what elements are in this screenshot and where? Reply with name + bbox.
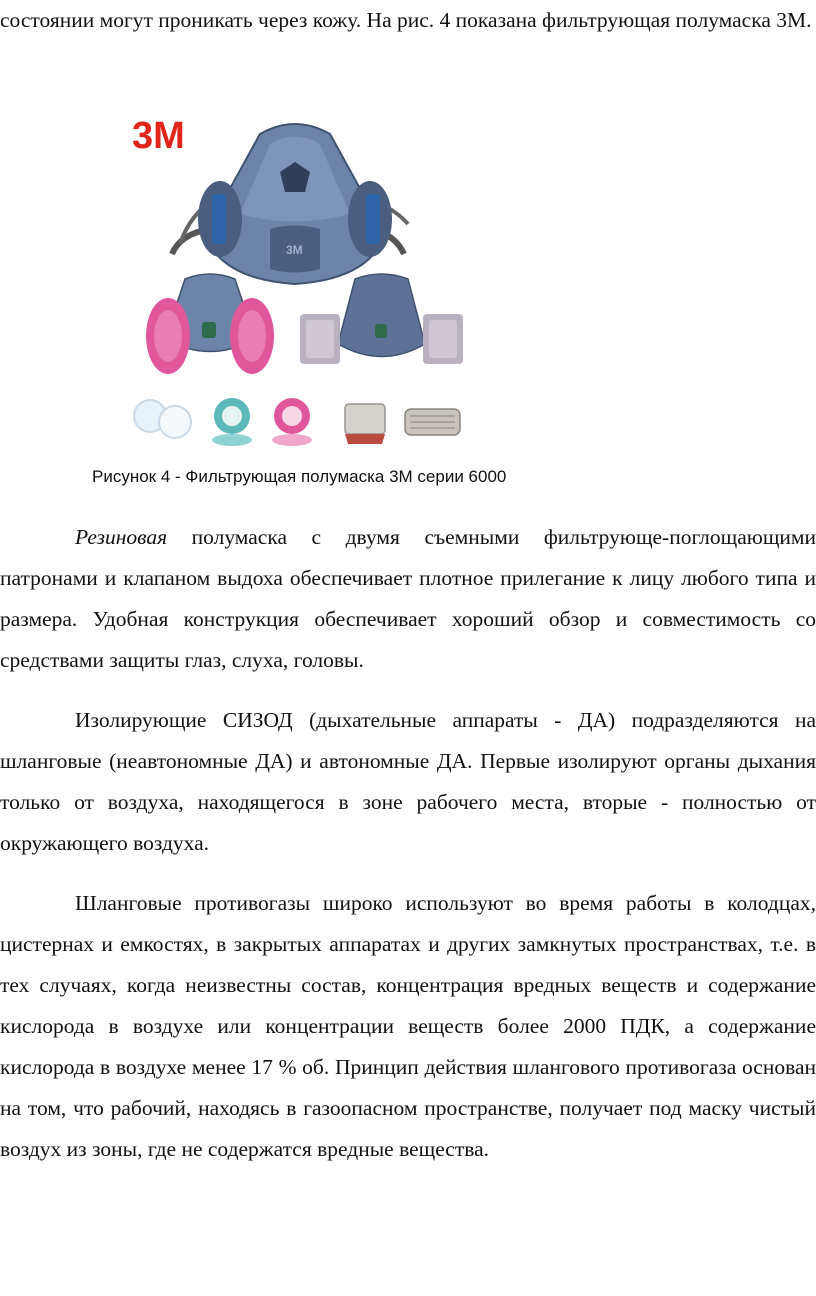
top-paragraph: состоянии могут проникать через кожу. На рис. 4 показана фильтрующая полумаска 3М. <box>0 8 812 32</box>
paragraph-1-text: полумаска с двумя съемными фильтрующе-поглощающими патронами и клапаном выдоха обеспечивает плотное прилегание к лицу любого типа и размера. Удобная конструкция обеспечивает хороший обзор и совместимость со средствами защиты глаз, слуха, головы. <box>0 525 816 672</box>
figure-caption: Рисунок 4 - Фильтрующая полумаска 3М серии 6000 <box>92 467 507 486</box>
respirator-illustration <box>120 104 480 456</box>
svg-text:3M: 3M <box>286 243 303 257</box>
paragraph-hose-gas-masks: Шланговые противогазы широко используют во время работы в колодцах, цистернах и емкостях, в закрытых аппаратах и других замкнутых пространствах, т.е. в тех случаях, когда неизвестны состав, концентрация вредных веществ и содержание кислорода в воздухе или концентрации веществ более 2000 ПДК, а содержание кислорода в воздухе менее 17 % об. Принцип действия шлангового противогаза основан на том, что рабочий, находясь в газоопасном пространстве, получает под маску чистый воздух из зоны, где не содержатся вредные вещества. <box>0 891 816 1161</box>
mask-with-pink-filters <box>146 274 274 374</box>
main-mask <box>198 124 392 284</box>
filters-row <box>134 398 460 446</box>
logo-3m: 3M <box>132 115 185 157</box>
paragraph-rubber-half-mask <box>0 517 816 681</box>
mask-with-gray-cartridges <box>300 274 463 364</box>
figure-respirator-image <box>120 104 480 456</box>
paragraph-isolating-devices: Изолирующие СИЗОД (дыхательные аппараты - ДА) подразделяются на шланговые (неавтономные ДА) и автономные ДА. Первые изолируют органы дыхания только от воздуха, находящегося в зоне рабочего места, вторые - полностью от окружающего воздуха. <box>0 708 816 855</box>
italic-term: Резиновая <box>75 525 168 549</box>
